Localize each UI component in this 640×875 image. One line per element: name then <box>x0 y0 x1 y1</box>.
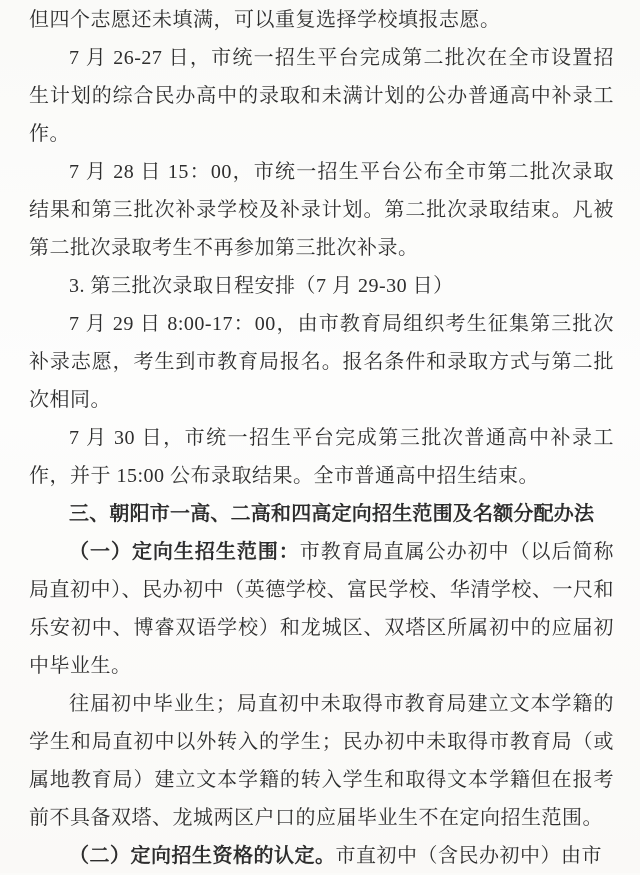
paragraph-bold-label: （二）定向招生资格的认定。 <box>69 845 336 867</box>
paragraph <box>29 39 614 153</box>
paragraph-text: 但四个志愿还未填满，可以重复选择学校填报志愿。 <box>29 9 501 31</box>
paragraph-list-item <box>29 267 614 305</box>
paragraph <box>29 305 614 419</box>
section-heading <box>29 495 614 533</box>
paragraph-text: 往届初中毕业生；局直初中未取得市教育局建立文本学籍的学生和局直初中以外转入的学生；民办初中未取得市教育局（或属地教育局）建立文本学籍的转入学生和取得文本学籍但在报考前不具备双塔、龙城两区户口的应届毕业生不在定向招生范围。 <box>29 693 614 829</box>
paragraph-text: 7 月 28 日 15：00，市统一招生平台公布全市第二批次录取结果和第三批次补录学校及补录计划。第二批次录取结束。凡被第二批次录取考生不再参加第三批次补录。 <box>29 161 614 259</box>
paragraph-text: 7 月 30 日，市统一招生平台完成第三批次普通高中补录工作，并于 15:00 公布录取结果。全市普通高中招生结束。 <box>29 427 614 487</box>
paragraph-bold-label: （一）定向生招生范围： <box>69 541 300 563</box>
section-heading-text: 三、朝阳市一高、二高和四高定向招生范围及名额分配办法 <box>69 503 595 525</box>
paragraph <box>29 1 614 39</box>
paragraph <box>29 533 614 685</box>
paragraph <box>29 153 614 267</box>
paragraph <box>29 837 614 875</box>
paragraph <box>29 419 614 495</box>
paragraph-text: 7 月 29 日 8:00-17：00，由市教育局组织考生征集第三批次补录志愿，考生到市教育局报名。报名条件和录取方式与第二批次相同。 <box>29 313 614 411</box>
paragraph-text: 市直初中（含民办初中）由市 <box>335 845 602 867</box>
paragraph-text: 7 月 26-27 日，市统一招生平台完成第二批次在全市设置招生计划的综合民办高中的录取和未满计划的公办普通高中补录工作。 <box>29 47 614 145</box>
paragraph-text: 3. 第三批次录取日程安排（7 月 29-30 日） <box>69 275 454 297</box>
paragraph-text: 市教育局直属公办初中（以后简称局直初中）、民办初中（英德学校、富民学校、华清学校、一尺和乐安初中、博睿双语学校）和龙城区、双塔区所属初中的应届初中毕业生。 <box>29 541 615 677</box>
paragraph <box>29 685 614 837</box>
